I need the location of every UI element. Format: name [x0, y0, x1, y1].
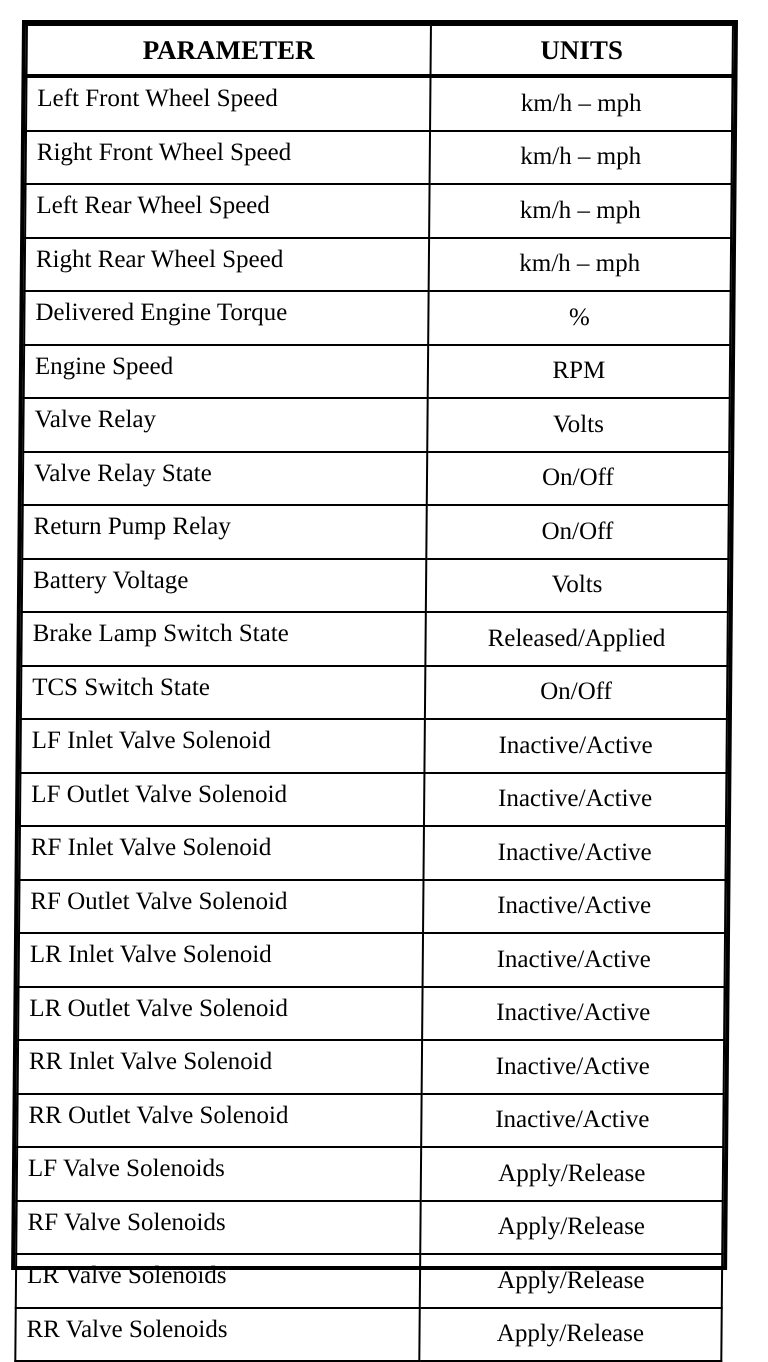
units-cell: Apply/Release	[419, 1308, 722, 1362]
units-cell: km/h – mph	[428, 238, 731, 292]
units-cell: Inactive/Active	[422, 933, 725, 987]
units-cell: km/h – mph	[429, 131, 732, 185]
table-row	[21, 612, 727, 666]
units-cell: km/h – mph	[430, 76, 733, 131]
units-cell: Inactive/Active	[424, 773, 727, 827]
parameter-cell: RR Inlet Valve Solenoid	[18, 1040, 422, 1094]
parameter-cell: Left Rear Wheel Speed	[25, 184, 429, 238]
units-cell: On/Off	[426, 505, 729, 559]
table-row	[20, 773, 726, 827]
units-cell: km/h – mph	[429, 184, 732, 238]
units-cell: Inactive/Active	[423, 880, 726, 934]
units-cell: Volts	[427, 398, 730, 452]
header-row	[27, 25, 733, 76]
units-column-header: UNITS	[430, 25, 733, 76]
parameter-cell: LR Outlet Valve Solenoid	[18, 987, 422, 1041]
parameter-cell: Left Front Wheel Speed	[26, 76, 430, 131]
parameter-cell: LF Inlet Valve Solenoid	[20, 719, 424, 773]
table-row	[24, 291, 730, 345]
table-row	[19, 880, 725, 934]
parameter-cell: LR Valve Solenoids	[16, 1254, 420, 1308]
units-cell: Inactive/Active	[423, 826, 726, 880]
parameter-cell: Engine Speed	[24, 345, 428, 399]
table-row	[22, 559, 728, 613]
parameter-cell: LF Valve Solenoids	[17, 1147, 421, 1201]
units-cell: Inactive/Active	[422, 987, 725, 1041]
table-row	[16, 1201, 722, 1255]
table-body	[15, 76, 732, 1361]
parameter-units-table-frame	[11, 20, 738, 1348]
parameter-cell: Brake Lamp Switch State	[21, 612, 425, 666]
table-row	[25, 238, 731, 292]
table-row	[19, 933, 725, 987]
table-row	[20, 719, 726, 773]
units-cell: Inactive/Active	[424, 719, 727, 773]
parameter-cell: Valve Relay	[23, 398, 427, 452]
table-row	[18, 1040, 724, 1094]
parameter-cell: RR Outlet Valve Solenoid	[17, 1094, 421, 1148]
units-cell: Apply/Release	[420, 1254, 723, 1308]
table-row	[23, 398, 729, 452]
parameter-cell: RR Valve Solenoids	[15, 1308, 419, 1362]
units-cell: Released/Applied	[425, 612, 728, 666]
parameter-cell: Valve Relay State	[23, 452, 427, 506]
table-row	[17, 1094, 723, 1148]
units-cell: %	[428, 291, 731, 345]
table-row	[26, 131, 732, 185]
table-row	[19, 826, 725, 880]
parameter-cell: Delivered Engine Torque	[24, 291, 428, 345]
parameter-cell: Battery Voltage	[22, 559, 426, 613]
parameter-cell: RF Outlet Valve Solenoid	[19, 880, 423, 934]
table-row	[23, 452, 729, 506]
units-cell: Inactive/Active	[421, 1040, 724, 1094]
parameter-units-table	[14, 24, 734, 1362]
parameter-cell: LF Outlet Valve Solenoid	[20, 773, 424, 827]
table-row	[25, 184, 731, 238]
parameter-column-header: PARAMETER	[27, 25, 431, 76]
table-row	[17, 1147, 723, 1201]
table-row	[22, 505, 728, 559]
units-cell: RPM	[428, 345, 731, 399]
parameter-cell: LR Inlet Valve Solenoid	[19, 933, 423, 987]
parameter-cell: Right Rear Wheel Speed	[25, 238, 429, 292]
table-row	[26, 76, 732, 131]
table-row	[24, 345, 730, 399]
units-cell: On/Off	[427, 452, 730, 506]
units-cell: Inactive/Active	[421, 1094, 724, 1148]
parameter-cell: Return Pump Relay	[22, 505, 426, 559]
table-row	[16, 1254, 722, 1308]
parameter-cell: Right Front Wheel Speed	[26, 131, 430, 185]
parameter-cell: RF Valve Solenoids	[16, 1201, 420, 1255]
table-header	[27, 25, 733, 76]
table-row	[21, 666, 727, 720]
units-cell: Apply/Release	[420, 1201, 723, 1255]
units-cell: Volts	[426, 559, 729, 613]
table-row	[15, 1308, 721, 1362]
parameter-cell: TCS Switch State	[21, 666, 425, 720]
table-row	[18, 987, 724, 1041]
parameter-cell: RF Inlet Valve Solenoid	[19, 826, 423, 880]
units-cell: On/Off	[425, 666, 728, 720]
units-cell: Apply/Release	[421, 1147, 724, 1201]
